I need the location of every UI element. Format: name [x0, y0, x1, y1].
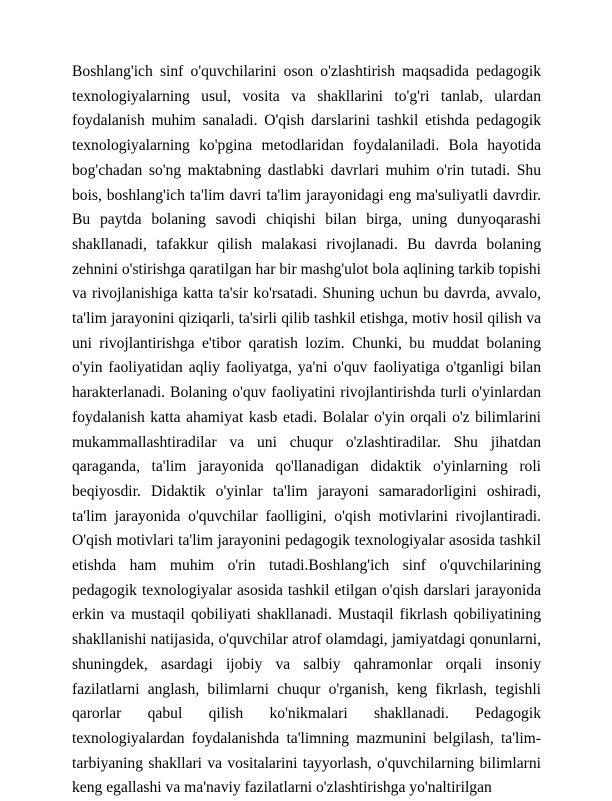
- text-column: [72, 60, 541, 801]
- body-paragraph: Boshlang'ich sinf o'quvchilarini oson o'zlashtirish maqsadida pedagogik texnologiyalarning usul, vosita va shakllarini to'g'ri tanlab, ulardan foydalanish muhim sanaladi. O'qish darslarini tashkil etishda pedagogik texnologiyalarning ko'pgina metodlaridan foydalaniladi. Bola hayotida bog'chadan so'ng maktabning dastlabki davrlari muhim o'rin tutadi. Shu bois, boshlang'ich ta'lim davri ta'lim jarayonidagi eng ma'suliyatli davrdir. Bu paytda bolaning savodi chiqishi bilan birga, uning dunyoqarashi shakllanadi, tafakkur qilish malakasi rivojlanadi. Bu davrda bolaning zehnini o'stirishga qaratilgan har bir mashg'ulot bola aqlining tarkib topishi va rivojlanishiga katta ta'sir ko'rsatadi. Shuning uchun bu davrda, avvalo, ta'lim jarayonini qiziqarli, ta'sirli qilib tashkil etishga, motiv hosil qilish va uni rivojlantirishga e'tibor qaratish lozim. Chunki, bu muddat bolaning o'yin faoliyatidan aqliy faoliyatga, ya'ni o'quv faoliyatiga o'tganligi bilan harakterlanadi. Bolaning o'quv faoliyatini rivojlantirishda turli o'yinlardan foydalanish katta ahamiyat kasb etadi. Bolalar o'yin orqali o'z bilimlarini mukammallashtiradilar va uni chuqur o'zlashtiradilar. Shu jihatdan qaraganda, ta'lim jarayonida qo'llanadigan didaktik o'yinlarning roli beqiyosdir. Didaktik o'yinlar ta'lim jarayoni samaradorligini oshiradi, ta'lim jarayonida o'quvchilar faolligini, o'qish motivlarini rivojlantiradi. O'qish motivlari ta'lim jarayonini pedagogik texnologiyalar asosida tashkil etishda ham muhim o'rin tutadi.Boshlang'ich sinf o'quvchilarining pedagogik texnologiyalar asosida tashkil etilgan o'qish darslari jarayonida erkin va mustaqil qobiliyati shakllanadi. Mustaqil fikrlash qobiliyatining shakllanishi natijasida, o'quvchilar atrof olamdagi, jamiyatdagi qonunlarni, shuningdek, asardagi ijobiy va salbiy qahramonlar orqali insoniy fazilatlarni anglash, bilimlarni chuqur o'rganish, keng fikrlash, tegishli qarorlar qabul qilish ko'nikmalari shakllanadi. Pedagogik texnologiyalardan foydalanishda ta'limning mazmunini belgilash, ta'lim-tarbiyaning shakllari va vositalarini tayyorlash, o'quvchilarning bilimlarni keng egallashi va ma'naviy fazilatlarni o'zlashtirishga yo'naltirilgan: [72, 63, 541, 797]
